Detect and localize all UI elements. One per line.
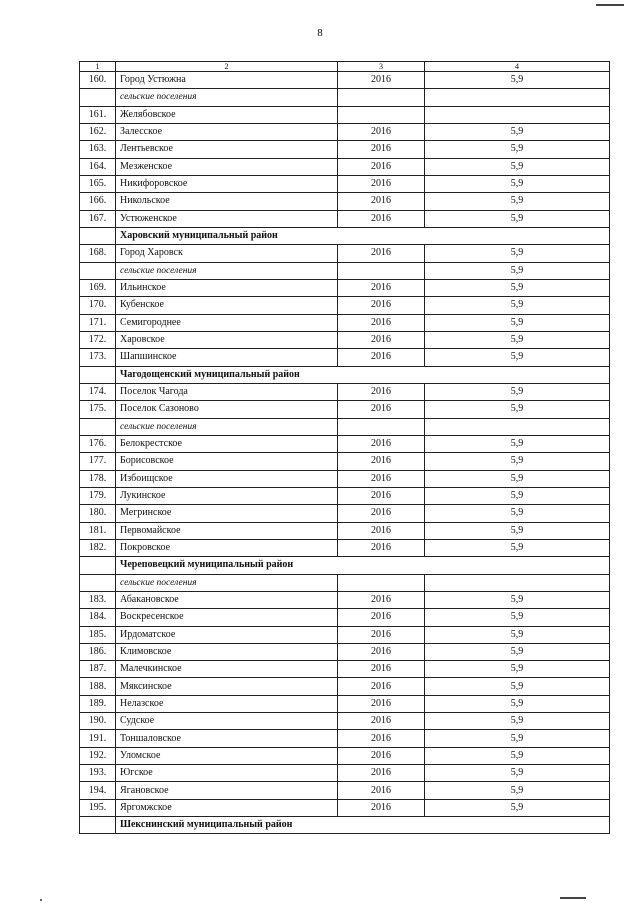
row-number-cell: 194. [80, 782, 116, 799]
year-cell: 2016 [338, 765, 425, 782]
value-cell: 5,9 [425, 245, 610, 262]
value-cell: 5,9 [425, 297, 610, 314]
settlement-name-cell: Абакановское [116, 591, 338, 608]
value-cell: 5,9 [425, 782, 610, 799]
value-cell: 5,9 [425, 331, 610, 348]
subheading-cell: сельские поселения [116, 262, 338, 279]
row-number-cell: 195. [80, 799, 116, 816]
year-cell: 2016 [338, 453, 425, 470]
row-number-cell: 177. [80, 453, 116, 470]
value-cell: 5,9 [425, 175, 610, 192]
settlement-name-cell: Воскресенское [116, 609, 338, 626]
row-number-cell: 183. [80, 591, 116, 608]
row-number-cell: 162. [80, 123, 116, 140]
value-cell: 5,9 [425, 210, 610, 227]
row-number-cell: 192. [80, 747, 116, 764]
value-cell: 5,9 [425, 713, 610, 730]
row-number-cell [80, 227, 116, 244]
table-row [80, 695, 610, 712]
settlement-name-cell: Избоищское [116, 470, 338, 487]
value-cell: 5,9 [425, 730, 610, 747]
page-number: 8 [317, 27, 323, 39]
row-number-cell [80, 418, 116, 435]
year-cell: 2016 [338, 123, 425, 140]
year-cell [338, 89, 425, 106]
row-number-cell: 174. [80, 383, 116, 400]
table-row [80, 193, 610, 210]
row-number-cell: 175. [80, 401, 116, 418]
value-cell: 5,9 [425, 626, 610, 643]
settlement-name-cell: Ягановское [116, 782, 338, 799]
table-row [80, 782, 610, 799]
settlement-name-cell: Югское [116, 765, 338, 782]
row-number-cell [80, 89, 116, 106]
settlement-name-cell: Мезженское [116, 158, 338, 175]
year-cell: 2016 [338, 383, 425, 400]
row-number-cell [80, 557, 116, 574]
year-cell: 2016 [338, 799, 425, 816]
subheading-row [80, 418, 610, 435]
value-cell [425, 106, 610, 123]
value-cell: 5,9 [425, 591, 610, 608]
value-cell: 5,9 [425, 193, 610, 210]
value-cell: 5,9 [425, 123, 610, 140]
district-row [80, 817, 610, 834]
settlement-name-cell: Лентьевское [116, 141, 338, 158]
table-row [80, 678, 610, 695]
year-cell: 2016 [338, 487, 425, 504]
table-row [80, 522, 610, 539]
settlement-name-cell: Кубенское [116, 297, 338, 314]
district-name-cell: Харовский муниципальный район [116, 227, 610, 244]
value-cell: 5,9 [425, 401, 610, 418]
settlement-name-cell: Судское [116, 713, 338, 730]
settlement-name-cell: Лукинское [116, 487, 338, 504]
value-cell: 5,9 [425, 279, 610, 296]
row-number-cell: 168. [80, 245, 116, 262]
value-cell: 5,9 [425, 539, 610, 556]
row-number-cell: 190. [80, 713, 116, 730]
table-row [80, 487, 610, 504]
value-cell: 5,9 [425, 262, 610, 279]
value-cell [425, 574, 610, 591]
settlement-name-cell: Тоншаловское [116, 730, 338, 747]
row-number-cell: 169. [80, 279, 116, 296]
year-cell: 2016 [338, 643, 425, 660]
subheading-cell: сельские поселения [116, 574, 338, 591]
year-cell: 2016 [338, 175, 425, 192]
table-row [80, 609, 610, 626]
row-number-cell: 161. [80, 106, 116, 123]
year-cell: 2016 [338, 626, 425, 643]
table-row [80, 383, 610, 400]
table-row [80, 349, 610, 366]
row-number-cell: 166. [80, 193, 116, 210]
row-number-cell: 178. [80, 470, 116, 487]
year-cell: 2016 [338, 349, 425, 366]
row-number-cell [80, 574, 116, 591]
year-cell: 2016 [338, 470, 425, 487]
settlement-name-cell: Нелазское [116, 695, 338, 712]
district-row [80, 366, 610, 383]
value-cell [425, 418, 610, 435]
value-cell: 5,9 [425, 505, 610, 522]
row-number-cell: 160. [80, 72, 116, 89]
row-number-cell: 165. [80, 175, 116, 192]
subheading-row [80, 574, 610, 591]
value-cell: 5,9 [425, 661, 610, 678]
header-col-2: 2 [116, 62, 338, 72]
table-row [80, 643, 610, 660]
year-cell: 2016 [338, 782, 425, 799]
year-cell: 2016 [338, 210, 425, 227]
value-cell: 5,9 [425, 695, 610, 712]
year-cell [338, 106, 425, 123]
table-row [80, 279, 610, 296]
row-number-cell: 191. [80, 730, 116, 747]
year-cell: 2016 [338, 730, 425, 747]
settlement-name-cell: Харовское [116, 331, 338, 348]
row-number-cell: 167. [80, 210, 116, 227]
row-number-cell: 170. [80, 297, 116, 314]
year-cell: 2016 [338, 609, 425, 626]
value-cell: 5,9 [425, 522, 610, 539]
table-row [80, 713, 610, 730]
settlement-name-cell: Никольское [116, 193, 338, 210]
table-header-row [80, 62, 610, 72]
year-cell: 2016 [338, 279, 425, 296]
value-cell: 5,9 [425, 470, 610, 487]
settlement-name-cell: Ирдоматское [116, 626, 338, 643]
value-cell: 5,9 [425, 383, 610, 400]
table-row [80, 314, 610, 331]
year-cell: 2016 [338, 72, 425, 89]
value-cell [425, 89, 610, 106]
value-cell: 5,9 [425, 799, 610, 816]
table-row [80, 210, 610, 227]
settlement-name-cell: Шапшинское [116, 349, 338, 366]
settlement-name-cell: Поселок Сазоново [116, 401, 338, 418]
year-cell: 2016 [338, 661, 425, 678]
year-cell: 2016 [338, 141, 425, 158]
value-cell: 5,9 [425, 314, 610, 331]
year-cell: 2016 [338, 193, 425, 210]
row-number-cell: 173. [80, 349, 116, 366]
row-number-cell: 182. [80, 539, 116, 556]
table-row [80, 141, 610, 158]
year-cell: 2016 [338, 245, 425, 262]
year-cell: 2016 [338, 505, 425, 522]
year-cell: 2016 [338, 591, 425, 608]
table-row [80, 123, 610, 140]
table-row [80, 747, 610, 764]
value-cell: 5,9 [425, 765, 610, 782]
settlement-name-cell: Первомайское [116, 522, 338, 539]
district-name-cell: Череповецкий муниципальный район [116, 557, 610, 574]
row-number-cell: 179. [80, 487, 116, 504]
row-number-cell: 172. [80, 331, 116, 348]
value-cell: 5,9 [425, 141, 610, 158]
subheading-cell: сельские поселения [116, 418, 338, 435]
settlement-name-cell: Малечкинское [116, 661, 338, 678]
year-cell: 2016 [338, 314, 425, 331]
year-cell: 2016 [338, 522, 425, 539]
header-col-1: 1 [80, 62, 116, 72]
district-row [80, 557, 610, 574]
table-row [80, 435, 610, 452]
year-cell [338, 418, 425, 435]
row-number-cell: 181. [80, 522, 116, 539]
table-row [80, 158, 610, 175]
scan-mark-bottom-right [560, 897, 586, 899]
table-row [80, 401, 610, 418]
row-number-cell: 163. [80, 141, 116, 158]
settlement-name-cell: Семигороднее [116, 314, 338, 331]
settlement-name-cell: Устюженское [116, 210, 338, 227]
year-cell: 2016 [338, 695, 425, 712]
value-cell: 5,9 [425, 72, 610, 89]
value-cell: 5,9 [425, 453, 610, 470]
row-number-cell: 164. [80, 158, 116, 175]
row-number-cell: 180. [80, 505, 116, 522]
year-cell: 2016 [338, 331, 425, 348]
table-row [80, 626, 610, 643]
row-number-cell [80, 817, 116, 834]
year-cell: 2016 [338, 297, 425, 314]
year-cell [338, 574, 425, 591]
table-row [80, 453, 610, 470]
settlement-name-cell: Поселок Чагода [116, 383, 338, 400]
row-number-cell: 176. [80, 435, 116, 452]
value-cell: 5,9 [425, 435, 610, 452]
settlement-name-cell: Город Харовск [116, 245, 338, 262]
subheading-row [80, 262, 610, 279]
settlement-name-cell: Ильинское [116, 279, 338, 296]
scan-mark-top-right [596, 4, 624, 6]
value-cell: 5,9 [425, 643, 610, 660]
table-row [80, 245, 610, 262]
value-cell: 5,9 [425, 487, 610, 504]
header-col-4: 4 [425, 62, 610, 72]
row-number-cell: 189. [80, 695, 116, 712]
header-col-3: 3 [338, 62, 425, 72]
year-cell: 2016 [338, 678, 425, 695]
year-cell: 2016 [338, 747, 425, 764]
settlement-name-cell: Белокрестское [116, 435, 338, 452]
row-number-cell: 171. [80, 314, 116, 331]
row-number-cell: 186. [80, 643, 116, 660]
table-row [80, 765, 610, 782]
year-cell: 2016 [338, 539, 425, 556]
value-cell: 5,9 [425, 609, 610, 626]
year-cell [338, 262, 425, 279]
value-cell: 5,9 [425, 747, 610, 764]
row-number-cell: 187. [80, 661, 116, 678]
value-cell: 5,9 [425, 678, 610, 695]
settlement-name-cell: Уломское [116, 747, 338, 764]
row-number-cell [80, 366, 116, 383]
settlement-name-cell: Яргомжское [116, 799, 338, 816]
table-row [80, 175, 610, 192]
settlements-table [79, 61, 610, 834]
table-row [80, 297, 610, 314]
year-cell: 2016 [338, 713, 425, 730]
settlement-name-cell: Город Устюжна [116, 72, 338, 89]
scan-mark-bottom-left [40, 899, 42, 901]
settlement-name-cell: Никифоровское [116, 175, 338, 192]
table-body [80, 72, 610, 834]
year-cell: 2016 [338, 401, 425, 418]
table-row [80, 730, 610, 747]
table-row [80, 799, 610, 816]
settlement-name-cell: Борисовское [116, 453, 338, 470]
row-number-cell: 185. [80, 626, 116, 643]
table-row [80, 331, 610, 348]
table-row [80, 661, 610, 678]
year-cell: 2016 [338, 158, 425, 175]
subheading-row [80, 89, 610, 106]
district-name-cell: Чагодощенский муниципальный район [116, 366, 610, 383]
district-row [80, 227, 610, 244]
table-row [80, 106, 610, 123]
row-number-cell: 193. [80, 765, 116, 782]
value-cell: 5,9 [425, 349, 610, 366]
table-row [80, 470, 610, 487]
table-row [80, 539, 610, 556]
settlement-name-cell: Желябовское [116, 106, 338, 123]
settlement-name-cell: Залесское [116, 123, 338, 140]
settlement-name-cell: Мегринское [116, 505, 338, 522]
table-row [80, 72, 610, 89]
subheading-cell: сельские поселения [116, 89, 338, 106]
value-cell: 5,9 [425, 158, 610, 175]
settlement-name-cell: Климовское [116, 643, 338, 660]
row-number-cell: 184. [80, 609, 116, 626]
district-name-cell: Шекснинский муниципальный район [116, 817, 610, 834]
table-row [80, 505, 610, 522]
row-number-cell [80, 262, 116, 279]
settlement-name-cell: Мяксинское [116, 678, 338, 695]
year-cell: 2016 [338, 435, 425, 452]
settlement-name-cell: Покровское [116, 539, 338, 556]
row-number-cell: 188. [80, 678, 116, 695]
table-row [80, 591, 610, 608]
